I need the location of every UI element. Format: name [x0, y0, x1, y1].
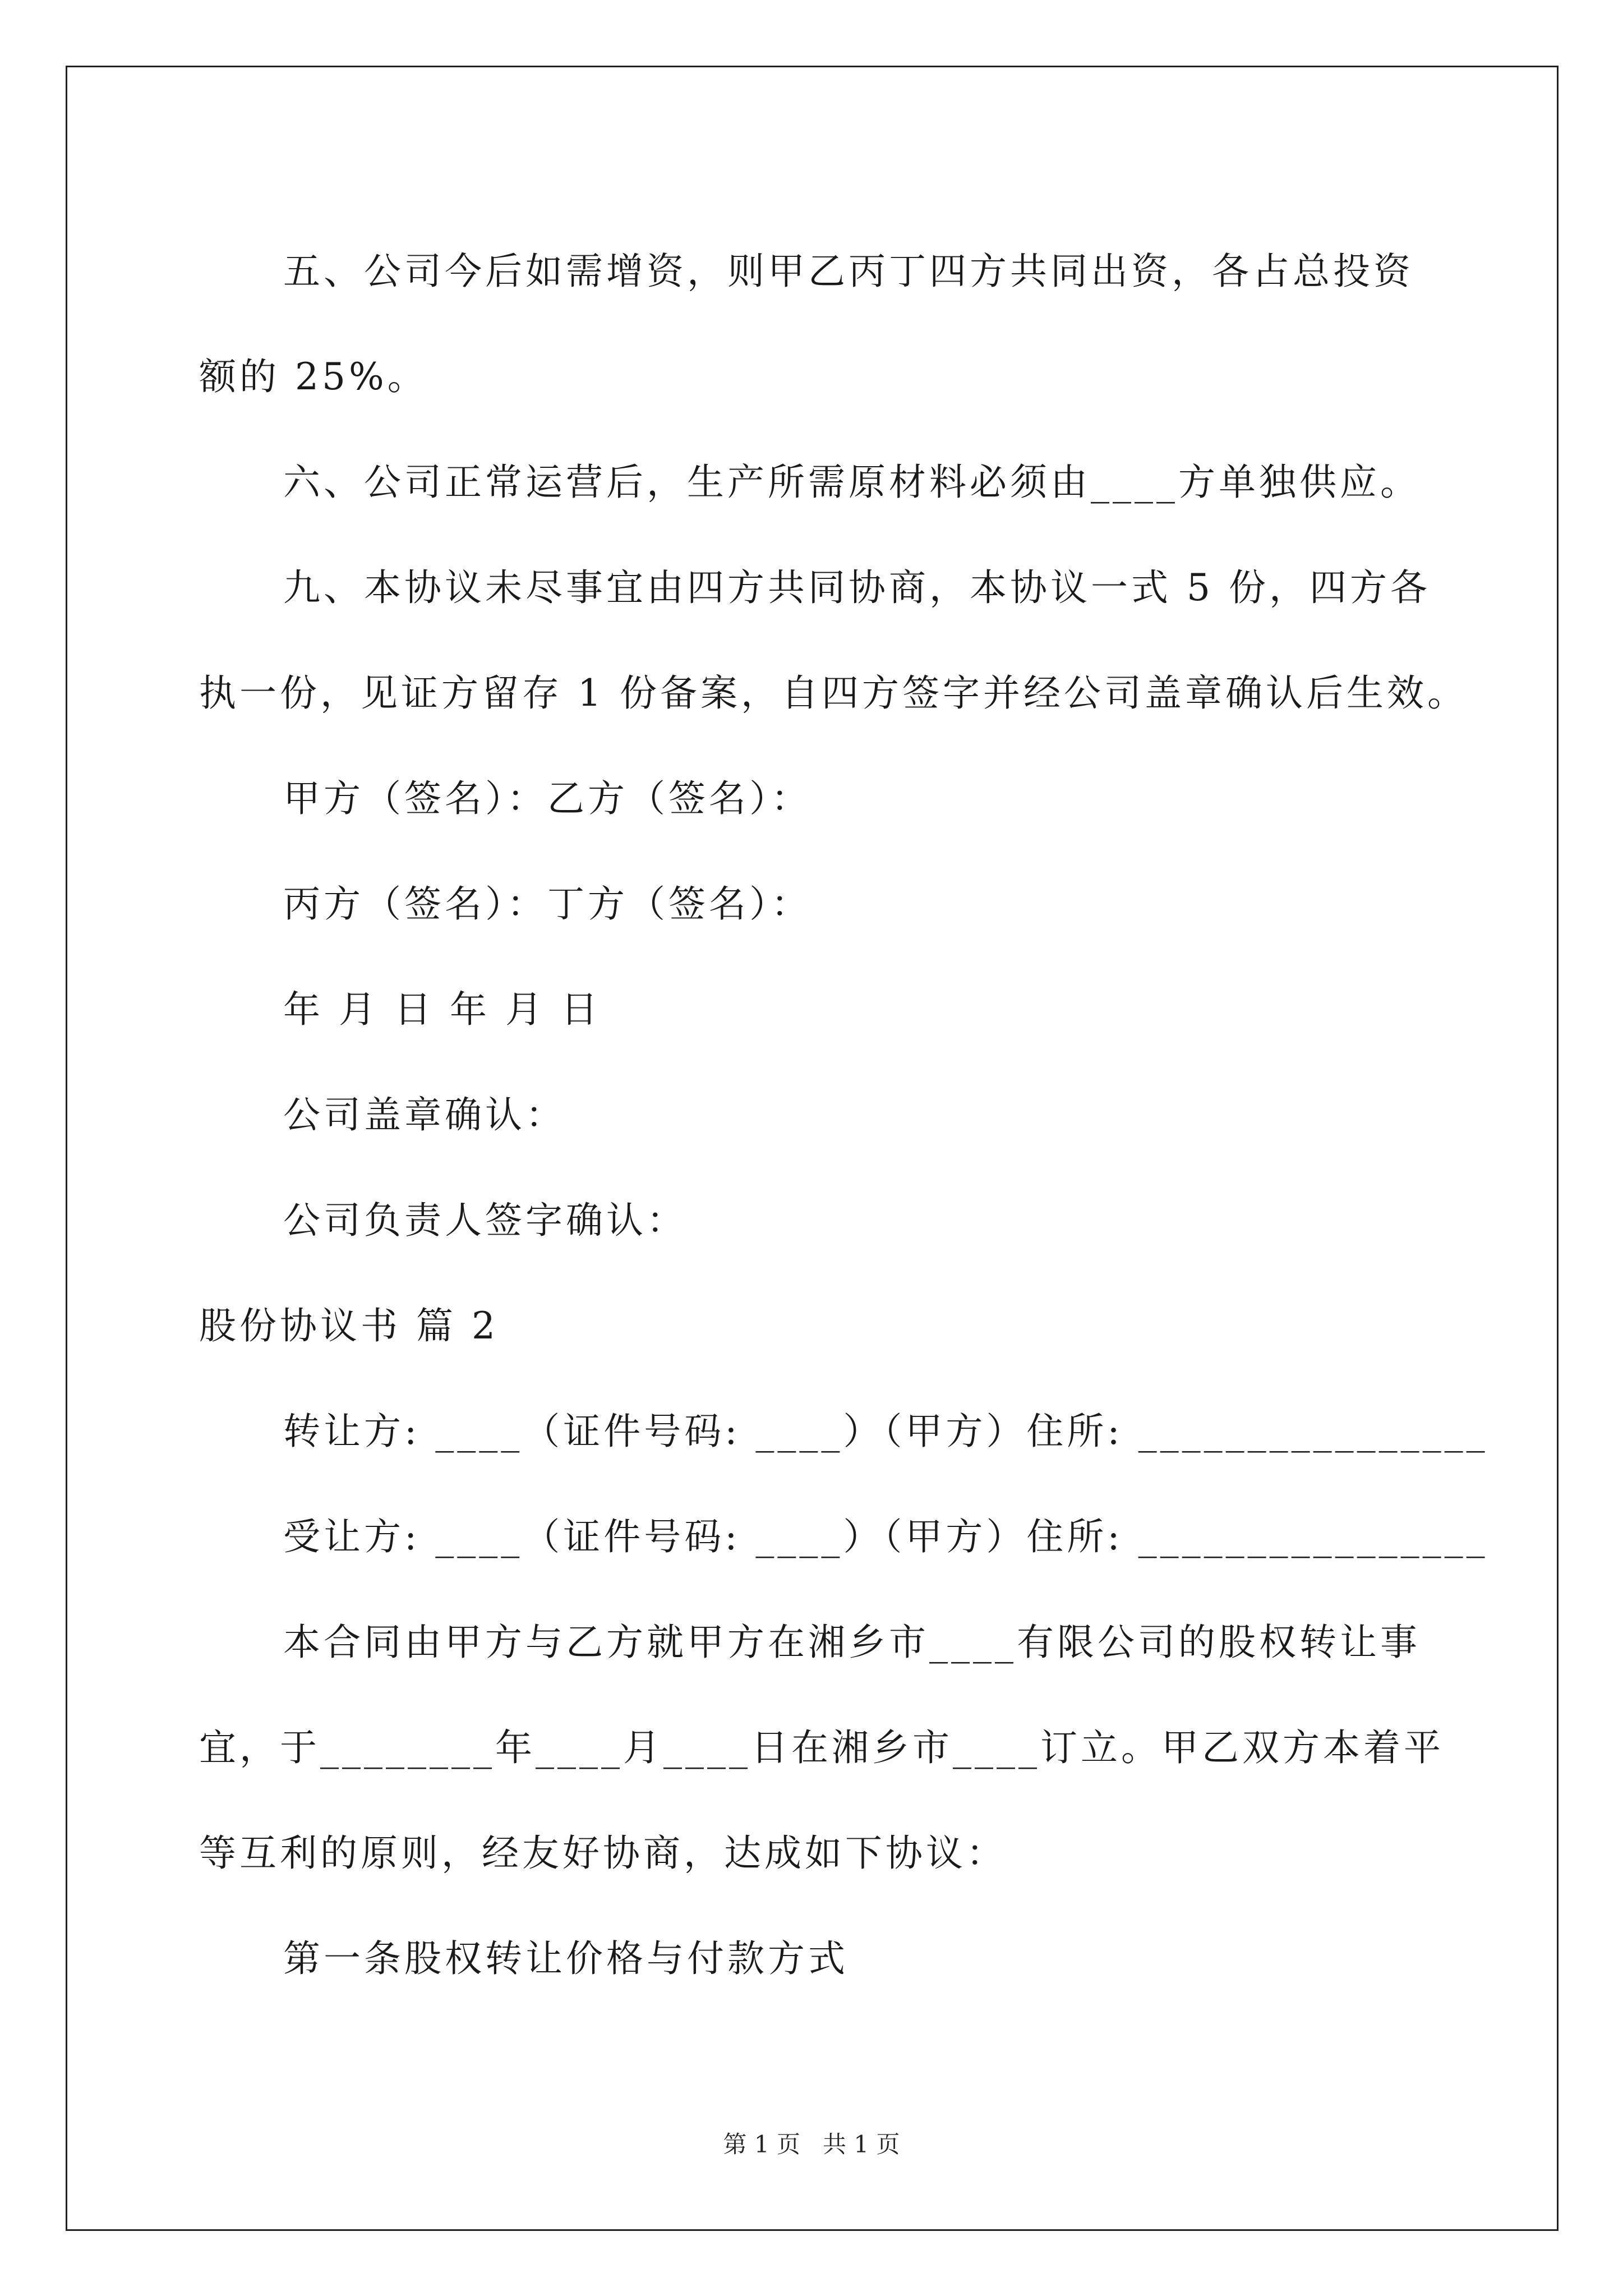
company-head-signature-line: 公司负责人签字确认： [283, 1199, 687, 1242]
paragraph-copies: 九、本协议未尽事宜由四方共同协商，本协议一式 5 份，四方各 [283, 566, 1431, 609]
paragraph-raw-materials: 六、公司正常运营后，生产所需原材料必须由____方单独供应。 [283, 461, 1421, 504]
paragraph-contract-intro-cont: 宜，于________年____月____日在湘乡市____订立。甲乙双方本着平 [199, 1726, 1444, 1769]
paragraph-copies-cont: 执一份，见证方留存 1 份备案，自四方签字并经公司盖章确认后生效。 [199, 671, 1468, 715]
transferor-line: 转让方: ____（证件号码: ____）（甲方）住所: ________________ [283, 1410, 1488, 1453]
document-body [199, 219, 1488, 2012]
article-one-heading: 第一条股权转让价格与付款方式 [283, 1937, 849, 1980]
paragraph-capital-increase-cont: 额的 25%。 [199, 355, 428, 398]
paragraph-contract-intro: 本合同由甲方与乙方就甲方在湘乡市____有限公司的股权转让事 [283, 1621, 1421, 1664]
signature-dates: 年 月 日 年 月 日 [283, 988, 601, 1031]
section-heading: 股份协议书 篇 2 [199, 1304, 499, 1347]
paragraph-contract-intro-end: 等互利的原则，经友好协商，达成如下协议： [199, 1832, 1007, 1875]
transferee-line: 受让方: ____（证件号码: ____）（甲方）住所: ________________ [283, 1515, 1488, 1558]
company-seal-line: 公司盖章确认： [283, 1093, 566, 1137]
paragraph-capital-increase: 五、公司今后如需增资，则甲乙丙丁四方共同出资，各占总投资 [283, 250, 1414, 293]
signature-party-c-d: 丙方（签名）：丁方（签名）： [283, 882, 811, 926]
signature-party-a-b: 甲方（签名）：乙方（签名）： [283, 777, 811, 820]
page-footer: 第 1 页 共 1 页 [723, 2131, 900, 2158]
